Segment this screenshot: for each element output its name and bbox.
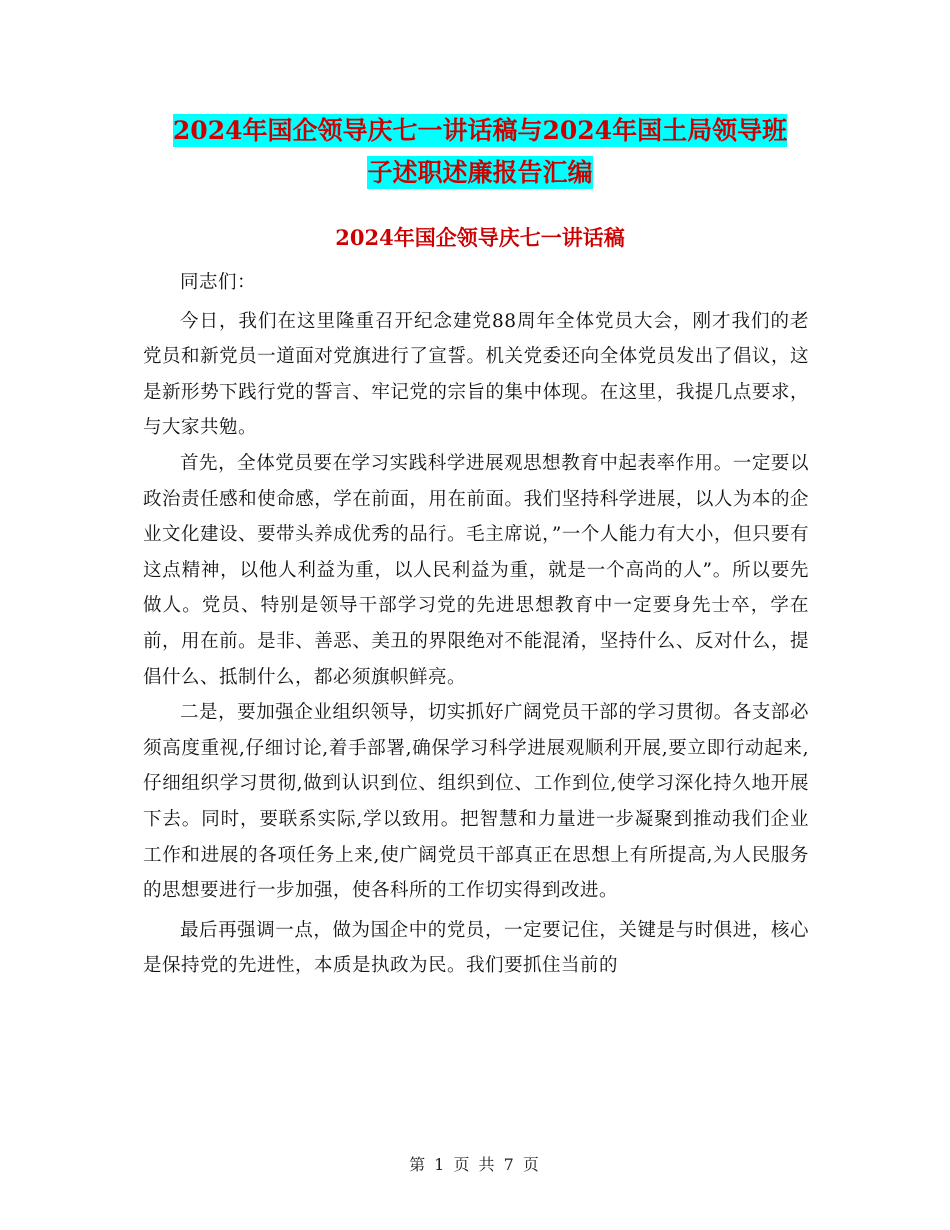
title-highlight-1: 2024年国企领导庆七一讲话稿与2024年国土局领导班 [172,116,788,145]
paragraph-4: 最后再强调一点，做为国企中的党员，一定要记住，关键是与时俱进，核心是保持党的先进性，本质是执政为民。我们要抓住当前的 [143,919,809,977]
paragraph-2: 首先，全体党员要在学习实践科学进展观思想教育中起表率作用。一定要以政治责任感和使命感，学在前面，用在前面。我们坚持科学进展，以人为本的企业文化建设、要带头养成优秀的品行。毛主席说，”一个人能力有大小，但只要有这点精神，以他人利益为重，以人民利益为重，就是一个高尚的人”。所以要先做人。党员、特别是领导干部学习党的先进思想教育中一定要身先士卒，学在前，用在前。是非、善恶、美丑的界限绝对不能混淆，坚持什么、反对什么，提倡什么、抵制什么，都必须旗帜鲜亮。 [143,452,809,688]
paragraph-1: 今日，我们在这里隆重召开纪念建党88周年全体党员大会，刚才我们的老党员和新党员一道面对党旗进行了宣誓。机关党委还向全体党员发出了倡议，这是新形势下践行党的誓言、牢记党的宗旨的集中体现。在这里，我提几点要求，与大家共勉。 [143,310,809,439]
paragraph-3: 二是，要加强企业组织领导，切实抓好广阔党员干部的学习贯彻。各支部必须高度重视,仔细讨论,着手部署,确保学习科学进展观顺利开展,要立即行动起来,仔细组织学习贯彻,做到认识到位、组织到位、工作到位,使学习深化持久地开展下去。同时，要联系实际,学以致用。把智慧和力量进一步凝聚到推动我们企业工作和进展的各项任务上来,使广阔党员干部真正在思想上有所提高,为人民服务的思想要进行一步加强，使各科所的工作切实得到改进。 [143,702,809,902]
document-body [143,265,809,984]
section-heading: 2024年国企领导庆七一讲话稿 [335,225,625,250]
salutation: 同志们： [180,272,257,293]
title-highlight-2: 子述职述廉报告汇编 [367,158,593,187]
page-footer: 第 1 页 共 7 页 [409,1155,541,1174]
document-title-line-1 [130,110,830,152]
document-title-line-2 [130,152,830,194]
